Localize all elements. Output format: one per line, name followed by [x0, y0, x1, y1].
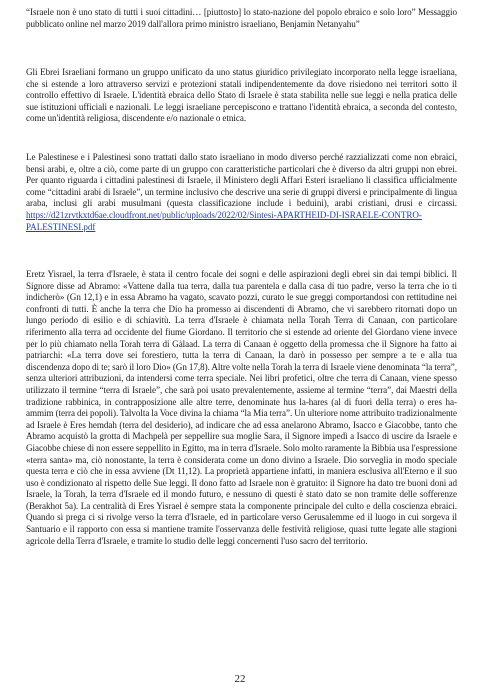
palestinians-paragraph — [26, 152, 457, 233]
source-pdf-link[interactable]: https://d21zrvtkxtd6ae.cloudfront.net/public/uploads/2022/02/Sintesi-APARTHEID-DI-ISRAELE-CONTRO-PALESTINESI.pdf — [26, 209, 422, 232]
israeli-jews-paragraph — [26, 67, 457, 125]
netanyahu-quote-paragraph — [26, 7, 457, 30]
palestinians-text: Le Palestinese e i Palestinesi sono trattati dallo stato israeliano in modo diverso perché razzializzati come non ebraici, bensì arabi, e, oltre a ciò, come parte di un gruppo con caratteristiche particolari che è diverso da altri gruppi non ebrei. Per quanto riguarda i cittadini palestinesi di Israele, il Ministero degli Affari Esteri israeliano li classifica ufficialmente come “cittadini arabi di Israele”, un termine inclusivo che descrive una serie di gruppi diversi e principalmente di lingua araba, inclusi gli arabi musulmani (questa classificazione include i beduini), arabi cristiani, drusi e circassi. — [26, 152, 457, 209]
eretz-yisrael-paragraph — [26, 269, 457, 547]
intro-text: Gli Ebrei Israeliani formano un gruppo unificato da uno status giuridico privilegiato incorporato nella legge israeliana, che si estende a loro attraverso servizi e protezioni statali indipendentemente da dove risiedono nei territori sotto il controllo effettivo di Israele. L'identità ebraica dello Stato di Israele è stata stabilita nelle sue leggi e nella pratica delle sue istituzioni ufficiali e nazionali. Le leggi israeliane percepiscono e trattano l'identità ebraica, a seconda del contesto, come un'identità religiosa, discendente e/o nazionale o etnica. — [26, 67, 457, 124]
eretz-text: Eretz Yisrael, la terra d'Israele, è stata il centro focale dei sogni e delle aspirazioni degli ebrei sin dai tempi biblici. Il Signore disse ad Abramo: «Vattene dalla tua terra, dalla tua parentela e dalla casa di tuo padre, verso la terra che io ti indicherò» (Gn 12,1) e in essa Abramo ha vagato, scavato pozzi, curato le sue greggi comportandosi con rettitudine nei confronti di tutti. È anche la terra che Dio ha promesso ai discendenti di Abramo, che vi sarebbero ritornati dopo un lungo periodo di esilio e di schiavitù. La terra d'Israele è chiamata nella Torah Terra di Canaan, con particolare riferimento alla terra ad occidente del fiume Giordano. Il territorio che si estende ad oriente del Giordano viene invece per lo più chiamato nella Torah terra di Gàlaad. La terra di Canaan è oggetto della promessa che il Signore ha fatto ai patriarchi: «La terra dove sei forestiero, tutta la terra di Canaan, la darò in possesso per sempre a te e alla tua discendenza dopo di te; sarò il loro Dio» (Gn 17,8). Altre volte nella Torah la terra di Israele viene denominata “la terra”, senza ulteriori attribuzioni, da intendersi come terra speciale. Nei libri profetici, oltre che terra di Canaan, viene spesso utilizzato il termine “terra di Israele”, che sarà poi usato prevalentemente, assieme al termine “terra”, dai Maestri della tradizione rabbinica, in contrapposizione alle altre terre, denominate hus la-hares (al di fuori della terra) o eres ha-ammim (terra dei popoli). Talvolta la Voce divina la chiama “la Mia terra”. Un ulteriore nome attribuito tradizionalmente ad Israele è Eres hemdah (terra del desiderio), ad indicare che ad essa anelarono Abramo, Isacco e Giacobbe, tanto che Abramo acquistò la grotta di Machpelà per seppellire sua moglie Sara, il Signore impedì a Isacco di uscire da Israele e Giacobbe chiese di non essere seppellito in Egitto, ma in terra d'Israele. Solo molto raramente la Bibbia usa l'espressione «terra santa» ma, ciò nonostante, la terra è considerata come un dono divino a Israele. Dio sorveglia in modo speciale questa terra e ciò che in essa avviene (Dt 11,12). La proprietà appartiene infatti, in maniera esclusiva all'Eterno e il suo uso è condizionato al rispetto delle Sue leggi. Il dono fatto ad Israele non è gratuito: il Signore ha dato tre buoni doni ad Israele, la Torah, la terra d'Israele ed il mondo futuro, e nessuno di questi è stato dato se non tramite delle sofferenze (Berakhot 5a). La centralità di Eres Yisrael è sempre stata la componente principale del culto e della coscienza ebraici. Quando si prega ci si rivolge verso la terra d'Israele, ed in particolare verso Gerusalemme ed il luogo in cui sorgeva il Santuario e il rapporto con essa si mantiene tramite l'osservanza delle festività religiose, quasi tutte legate alle stagioni agricole della Terra d'Israele, e tramite lo studio delle leggi concernenti l'uso sacro del territorio. — [26, 269, 457, 546]
page-number: 22 — [234, 673, 246, 685]
quote-text: “Israele non è uno stato di tutti i suoi cittadini… [piuttosto] lo stato-nazione del popolo ebraico e solo loro” Messaggio pubblicato online nel marzo 2019 dall'allora primo ministro israeliano, Benjamin Netanyahu” — [26, 7, 457, 29]
